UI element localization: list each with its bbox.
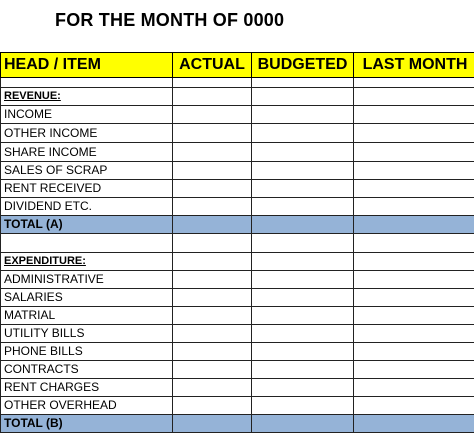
- budgeted-cell[interactable]: [252, 379, 354, 397]
- table-row: [1, 397, 474, 415]
- actual-cell[interactable]: [173, 198, 252, 216]
- cell[interactable]: [252, 253, 354, 271]
- spacer-row: [1, 78, 474, 88]
- total-b-label[interactable]: TOTAL (B): [1, 415, 173, 433]
- last-month-cell[interactable]: [354, 271, 474, 289]
- revenue-section-label[interactable]: REVENUE:: [1, 88, 173, 106]
- cell[interactable]: [252, 415, 354, 433]
- header-head-item[interactable]: HEAD / ITEM: [1, 53, 173, 78]
- cell[interactable]: [354, 216, 474, 234]
- table-row: [1, 361, 474, 379]
- budgeted-cell[interactable]: [252, 397, 354, 415]
- cell[interactable]: [252, 234, 354, 253]
- table-row: [1, 143, 474, 162]
- budgeted-cell[interactable]: [252, 162, 354, 180]
- table-row: [1, 343, 474, 361]
- last-month-cell[interactable]: [354, 198, 474, 216]
- last-month-cell[interactable]: [354, 379, 474, 397]
- actual-cell[interactable]: [173, 307, 252, 325]
- actual-cell[interactable]: [173, 124, 252, 143]
- actual-cell[interactable]: [173, 325, 252, 343]
- cell[interactable]: [173, 253, 252, 271]
- budgeted-cell[interactable]: [252, 325, 354, 343]
- total-a-label[interactable]: TOTAL (A): [1, 216, 173, 234]
- cell[interactable]: [173, 216, 252, 234]
- actual-cell[interactable]: [173, 361, 252, 379]
- table-row: [1, 162, 474, 180]
- sheet-title[interactable]: FOR THE MONTH OF 0000: [55, 10, 285, 30]
- row-label[interactable]: OTHER INCOME: [1, 124, 173, 143]
- budgeted-cell[interactable]: [252, 124, 354, 143]
- header-last-month[interactable]: LAST MONTH: [354, 53, 474, 78]
- budgeted-cell[interactable]: [252, 198, 354, 216]
- row-label[interactable]: CONTRACTS: [1, 361, 173, 379]
- budgeted-cell[interactable]: [252, 106, 354, 124]
- cell[interactable]: [354, 88, 474, 106]
- cell[interactable]: [354, 234, 474, 253]
- expenditure-section-row: [1, 253, 474, 271]
- table-row: [1, 289, 474, 307]
- cell[interactable]: [354, 78, 474, 88]
- blank-row: [1, 234, 474, 253]
- budgeted-cell[interactable]: [252, 343, 354, 361]
- row-label[interactable]: SALARIES: [1, 289, 173, 307]
- actual-cell[interactable]: [173, 397, 252, 415]
- budgeted-cell[interactable]: [252, 361, 354, 379]
- table-row: [1, 307, 474, 325]
- last-month-cell[interactable]: [354, 307, 474, 325]
- budgeted-cell[interactable]: [252, 143, 354, 162]
- cell[interactable]: [173, 88, 252, 106]
- row-label[interactable]: RENT RECEIVED: [1, 180, 173, 198]
- last-month-cell[interactable]: [354, 325, 474, 343]
- total-a-row: [1, 216, 474, 234]
- cell[interactable]: [173, 234, 252, 253]
- budgeted-cell[interactable]: [252, 180, 354, 198]
- actual-cell[interactable]: [173, 180, 252, 198]
- table-row: [1, 271, 474, 289]
- title-row: [0, 0, 474, 40]
- cell[interactable]: [354, 253, 474, 271]
- table-row: [1, 198, 474, 216]
- cell[interactable]: [1, 234, 173, 253]
- budget-table: [0, 52, 474, 433]
- actual-cell[interactable]: [173, 343, 252, 361]
- total-b-row: [1, 415, 474, 433]
- table-row: [1, 124, 474, 143]
- row-label[interactable]: DIVIDEND ETC.: [1, 198, 173, 216]
- row-label[interactable]: INCOME: [1, 106, 173, 124]
- cell[interactable]: [252, 88, 354, 106]
- actual-cell[interactable]: [173, 379, 252, 397]
- row-label[interactable]: SHARE INCOME: [1, 143, 173, 162]
- actual-cell[interactable]: [173, 289, 252, 307]
- actual-cell[interactable]: [173, 106, 252, 124]
- actual-cell[interactable]: [173, 143, 252, 162]
- actual-cell[interactable]: [173, 271, 252, 289]
- header-row: [1, 53, 474, 78]
- cell[interactable]: [252, 78, 354, 88]
- header-budgeted[interactable]: BUDGETED: [252, 53, 354, 78]
- last-month-cell[interactable]: [354, 289, 474, 307]
- table-row: [1, 180, 474, 198]
- last-month-cell[interactable]: [354, 162, 474, 180]
- row-label[interactable]: OTHER OVERHEAD: [1, 397, 173, 415]
- last-month-cell[interactable]: [354, 180, 474, 198]
- last-month-cell[interactable]: [354, 397, 474, 415]
- expenditure-section-label[interactable]: EXPENDITURE:: [1, 253, 173, 271]
- table-row: [1, 106, 474, 124]
- cell[interactable]: [354, 415, 474, 433]
- cell[interactable]: [173, 415, 252, 433]
- last-month-cell[interactable]: [354, 124, 474, 143]
- revenue-section-row: [1, 88, 474, 106]
- header-actual[interactable]: ACTUAL: [173, 53, 252, 78]
- cell[interactable]: [1, 78, 173, 88]
- cell[interactable]: [252, 216, 354, 234]
- last-month-cell[interactable]: [354, 106, 474, 124]
- row-label[interactable]: RENT CHARGES: [1, 379, 173, 397]
- actual-cell[interactable]: [173, 162, 252, 180]
- cell[interactable]: [173, 78, 252, 88]
- last-month-cell[interactable]: [354, 361, 474, 379]
- last-month-cell[interactable]: [354, 143, 474, 162]
- row-label[interactable]: SALES OF SCRAP: [1, 162, 173, 180]
- row-label[interactable]: ADMINISTRATIVE: [1, 271, 173, 289]
- table-row: [1, 325, 474, 343]
- row-label[interactable]: UTILITY BILLS: [1, 325, 173, 343]
- budgeted-cell[interactable]: [252, 289, 354, 307]
- row-label[interactable]: PHONE BILLS: [1, 343, 173, 361]
- budgeted-cell[interactable]: [252, 271, 354, 289]
- last-month-cell[interactable]: [354, 343, 474, 361]
- table-row: [1, 379, 474, 397]
- row-label[interactable]: MATRIAL: [1, 307, 173, 325]
- budgeted-cell[interactable]: [252, 307, 354, 325]
